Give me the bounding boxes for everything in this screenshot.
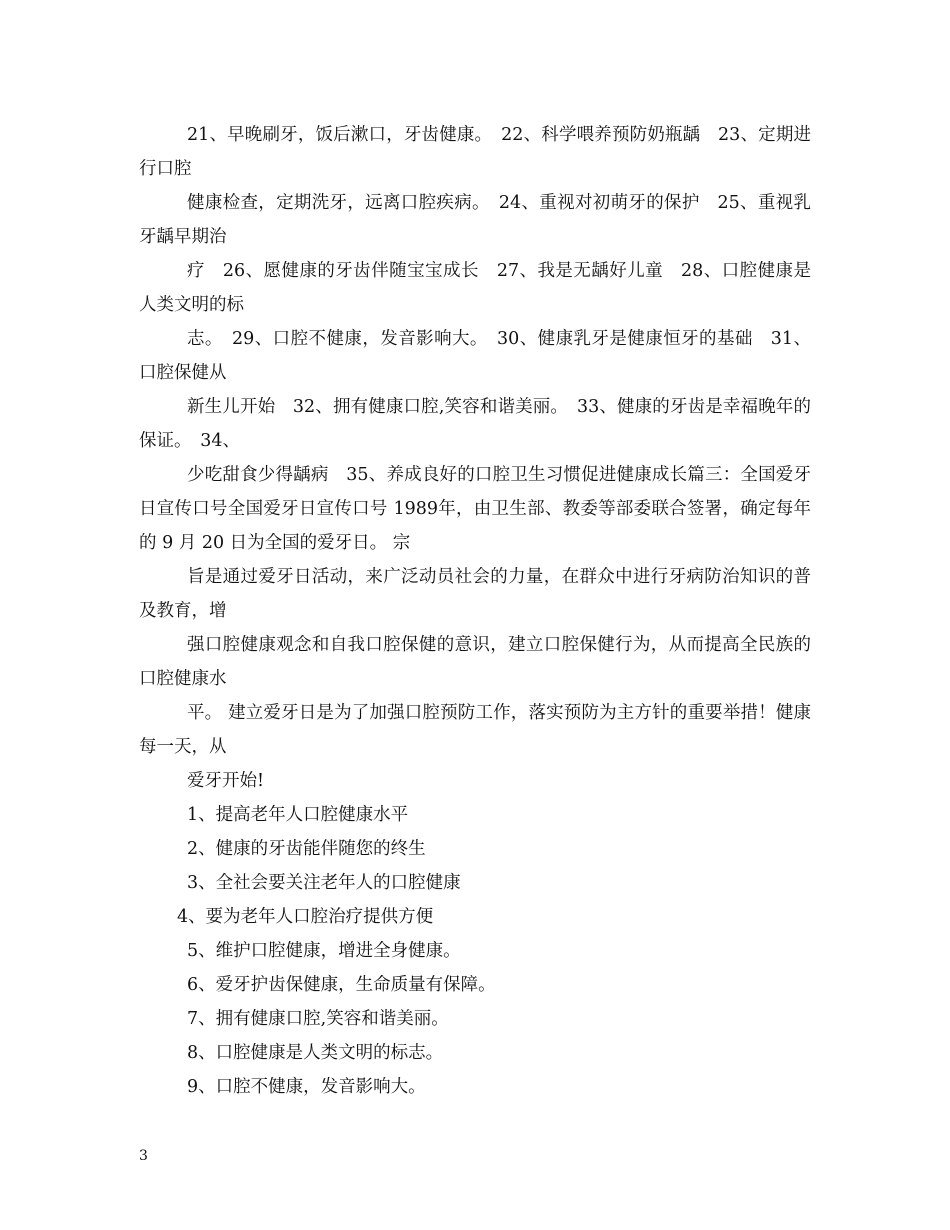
list-item: 8、口腔健康是人类文明的标志。 <box>187 1043 444 1063</box>
paragraph-slogans-26-28: 疗 26、愿健康的牙齿伴随宝宝成长 27、我是无龋好儿童 28、口腔健康是人类文明的标 <box>139 261 811 315</box>
paragraph-slogans-32-34: 新生儿开始 32、拥有健康口腔,笑容和谐美丽。 33、健康的牙齿是幸福晚年的保证。 34、 <box>139 397 811 451</box>
list-item: 6、爱牙护齿保健康，生命质量有保障。 <box>187 975 496 995</box>
paragraph-slogans-24-25: 健康检查，定期洗牙，远离口腔疾病。 24、重视对初萌牙的保护 25、重视乳牙龋早期治 <box>139 193 811 247</box>
list-item: 1、提高老年人口腔健康水平 <box>187 805 409 825</box>
list-item: 4、要为老年人口腔治疗提供方便 <box>177 907 434 927</box>
page-number: 3 <box>139 1148 148 1164</box>
list-item: 2、健康的牙齿能伴随您的终生 <box>187 839 426 859</box>
paragraph-slogan-35-history: 少吃甜食少得龋病 35、养成良好的口腔卫生习惯促进健康成长篇三：全国爱牙日宣传口号全国爱牙日宣传口号 1989年，由卫生部、教委等部委联合签署，确定每年的 9 月 20 日为全国的爱牙日。 宗 <box>139 465 811 553</box>
document-body <box>139 118 811 1104</box>
paragraph-measures: 平。 建立爱牙日是为了加强口腔预防工作，落实预防为主方针的重要举措！健康每一天，从 <box>139 703 811 757</box>
paragraph-awareness: 强口腔健康观念和自我口腔保健的意识，建立口腔保健行为，从而提高全民族的口腔健康水 <box>139 635 811 689</box>
list-item: 5、维护口腔健康，增进全身健康。 <box>187 941 461 961</box>
paragraph-closing: 爱牙开始! <box>187 771 265 791</box>
paragraph-purpose: 旨是通过爱牙日活动，来广泛动员社会的力量，在群众中进行牙病防治知识的普及教育，增 <box>139 567 811 621</box>
list-item: 9、口腔不健康，发音影响大。 <box>187 1077 426 1097</box>
list-item: 3、全社会要关注老年人的口腔健康 <box>187 873 461 893</box>
paragraph-slogans-29-31: 志。 29、口腔不健康，发音影响大。 30、健康乳牙是健康恒牙的基础 31、口腔保健从 <box>139 329 811 383</box>
paragraph-slogans-21-23: 21、早晚刷牙，饭后漱口，牙齿健康。 22、科学喂养预防奶瓶龋 23、定期进行口腔 <box>139 125 811 179</box>
list-item: 7、拥有健康口腔,笑容和谐美丽。 <box>187 1009 449 1029</box>
